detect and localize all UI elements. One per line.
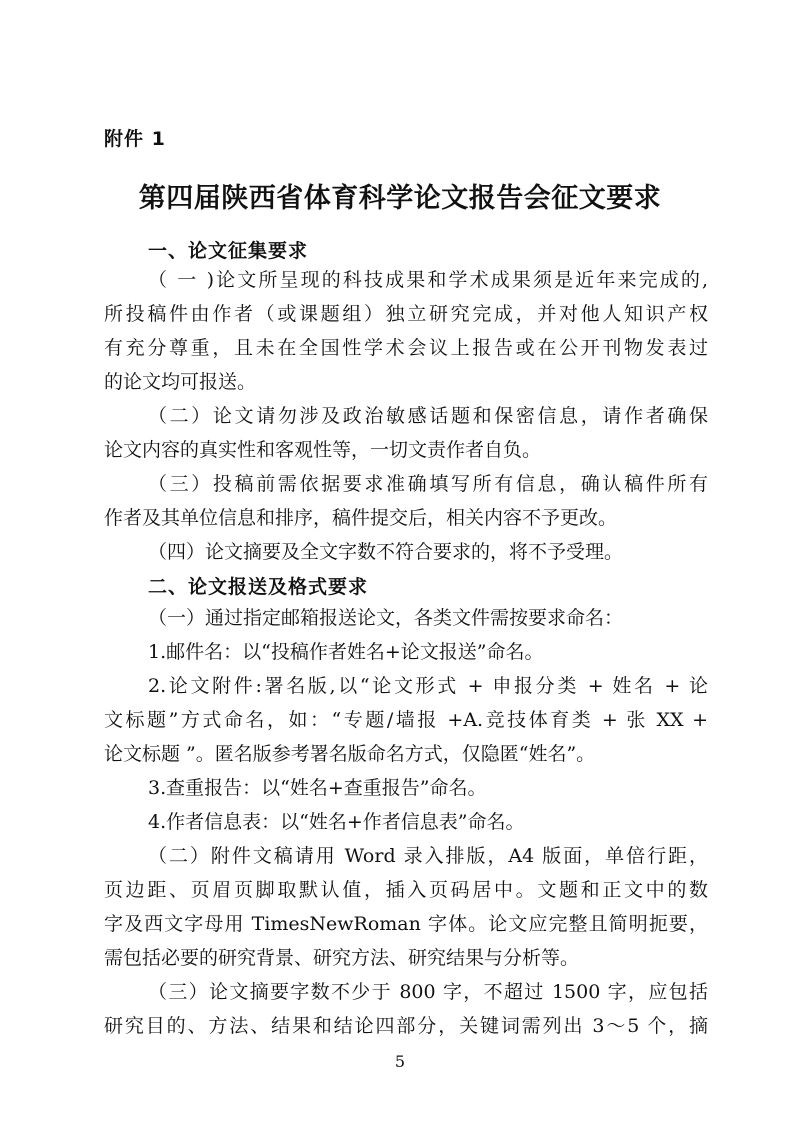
paragraph-line: 论文内容的真实性和客观性等，一切文责作者自负。 — [104, 439, 542, 461]
paragraph-line: 需包括必要的研究背景、研究方法、研究结果与分析等。 — [104, 947, 580, 969]
paragraph-line: 论文标题 ”。匿名版参考署名版命名方式，仅隐匿“姓名”。 — [104, 743, 596, 765]
paragraph-line: 有充分尊重，且未在全国性学术会议上报告或在公开刊物发表过 — [104, 337, 708, 359]
paragraph-line: （一）通过指定邮箱报送论文，各类文件需按要求命名： — [148, 607, 624, 629]
paragraph-line: （二）附件文稿请用 Word 录入排版，A4 版面，单倍行距， — [148, 845, 708, 867]
paragraph-line: 1.邮件名：以“投稿作者姓名+论文报送”命名。 — [148, 641, 544, 663]
paragraph-line: （二）论文请勿涉及政治敏感话题和保密信息，请作者确保 — [148, 405, 708, 427]
page-number: 5 — [394, 1052, 406, 1071]
paragraph-line: 页边距、页眉页脚取默认值，插入页码居中。文题和正文中的数 — [104, 879, 708, 901]
paragraph-line: （四）论文摘要及全文字数不符合要求的，将不予受理。 — [148, 541, 624, 563]
paragraph-line: （ 一 )论文所呈现的科技成果和学术成果须是近年来完成的, — [148, 269, 708, 291]
paragraph-line: 文标题”方式命名，如：“专题/墙报 +A.竞技体育类 + 张 XX + — [104, 709, 708, 731]
paragraph-line: 4.作者信息表：以“姓名+作者信息表”命名。 — [148, 811, 525, 833]
section-2-heading: 二、论文报送及格式要求 — [148, 576, 369, 598]
attachment-label: 附件 1 — [104, 128, 166, 150]
section-1-heading: 一、论文征集要求 — [148, 240, 309, 262]
paragraph-line: 作者及其单位信息和排序，稿件提交后，相关内容不予更改。 — [104, 507, 618, 529]
paragraph-line: （三）投稿前需依据要求准确填写所有信息，确认稿件所有 — [148, 473, 708, 495]
document-title: 第四届陕西省体育科学论文报告会征文要求 — [138, 183, 662, 214]
paragraph-line: （三）论文摘要字数不少于 800 字，不超过 1500 字，应包括 — [148, 981, 708, 1003]
paragraph-line: 2.论文附件:署名版,以“论文形式 + 申报分类 + 姓名 + 论 — [148, 675, 708, 697]
paragraph-line: 研究目的、方法、结果和结论四部分，关键词需列出 3～5 个，摘 — [104, 1015, 708, 1037]
paragraph-line: 的论文均可报送。 — [104, 371, 257, 393]
paragraph-line: 3.查重报告：以“姓名+查重报告”命名。 — [148, 777, 487, 799]
paragraph-line: 字及西文字母用 TimesNewRoman 字体。论文应完整且简明扼要， — [104, 913, 708, 935]
paragraph-line: 所投稿件由作者（或课题组）独立研究完成，并对他人知识产权 — [104, 303, 708, 325]
